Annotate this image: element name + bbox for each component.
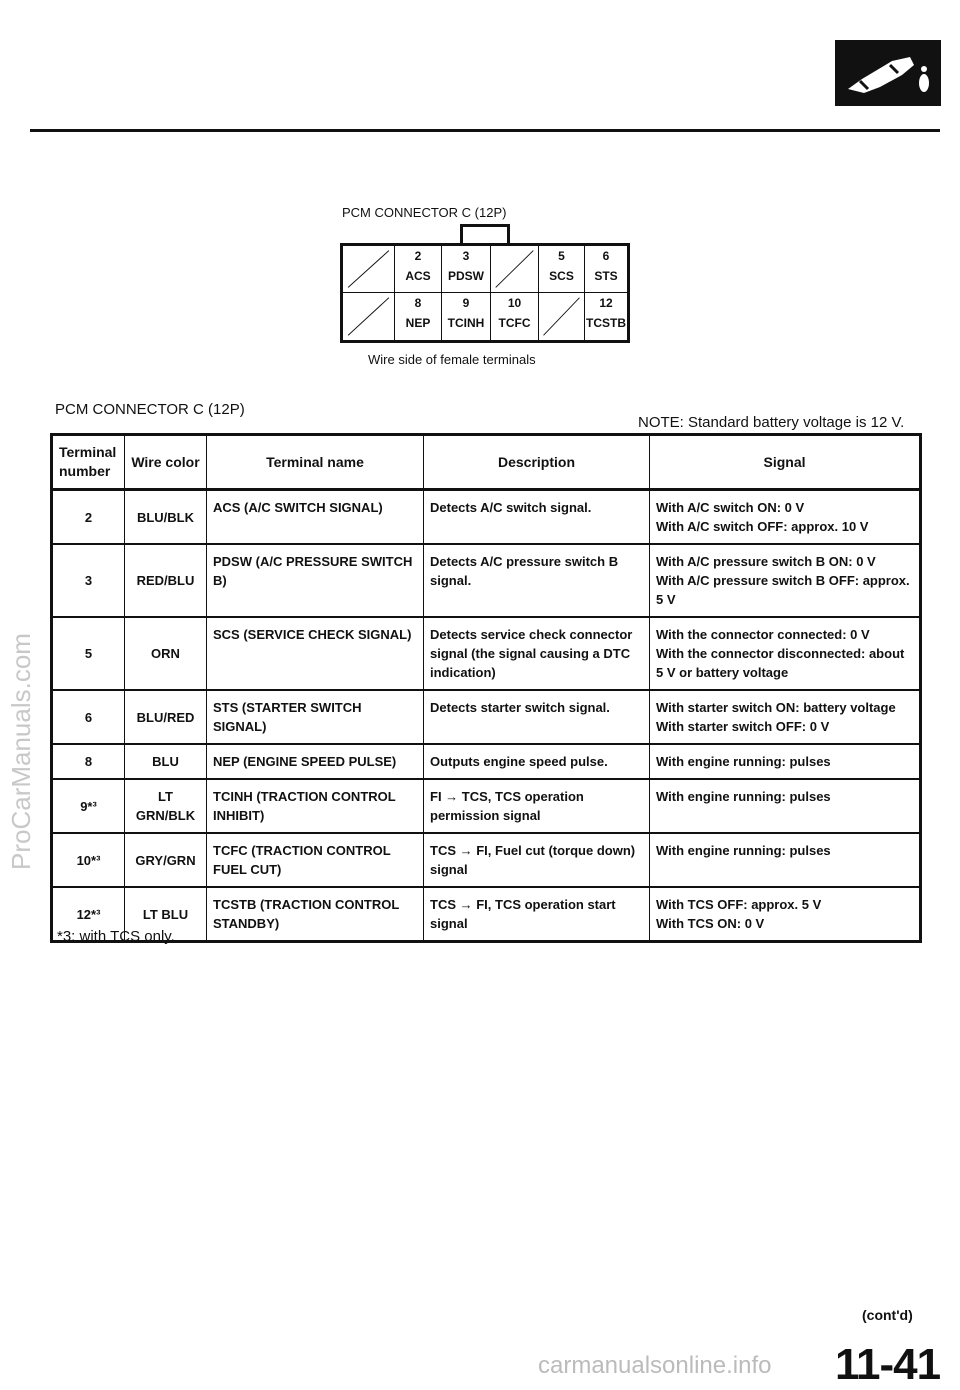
footnote: *3: with TCS only. (57, 928, 175, 945)
cell-signal: With starter switch ON: battery voltage With starter switch OFF: 0 V (650, 690, 921, 744)
continued-label: (cont'd) (862, 1307, 913, 1323)
header-rule (30, 129, 940, 132)
cell-description: Detects A/C pressure switch B signal. (424, 544, 650, 617)
cell-terminal: 6 (52, 690, 125, 744)
connector-pin-signal: PDSW (448, 269, 484, 283)
table-row (52, 490, 921, 545)
connector-cell (395, 293, 442, 340)
connector-pin-signal: ACS (405, 269, 431, 283)
connector-pin-number: 3 (462, 249, 470, 263)
cell-wire: LT GRN/BLK (125, 779, 207, 833)
section-logo (835, 40, 941, 106)
side-watermark: ProCarManuals.com (6, 633, 36, 870)
connector-cell-empty (539, 293, 585, 340)
connector-pin-signal: NEP (405, 316, 431, 330)
connector-pin-signal: TCINH (447, 316, 485, 330)
connector-pin-number: 6 (602, 249, 610, 263)
voltage-note: NOTE: Standard battery voltage is 12 V. (638, 414, 905, 431)
connector-title: PCM CONNECTOR C (12P) (342, 205, 507, 220)
connector-cell (585, 293, 627, 340)
cell-wire: ORN (125, 617, 207, 690)
cell-name: ACS (A/C SWITCH SIGNAL) (207, 490, 424, 545)
cell-wire: LT BLU (125, 887, 207, 942)
connector-diagram (340, 243, 630, 343)
connector-cell (442, 246, 491, 293)
table-row (52, 544, 921, 617)
connector-cell-empty (491, 246, 539, 293)
connector-cell (491, 293, 539, 340)
header-wire: Wire color (125, 435, 207, 490)
cell-signal: With A/C pressure switch B ON: 0 V With A/C pressure switch B OFF: approx. 5 V (650, 544, 921, 617)
cell-description: TCS → FI, TCS operation start signal (424, 887, 650, 942)
table-row (52, 887, 921, 942)
connector-pin-signal: SCS (549, 269, 574, 283)
cell-signal: With A/C switch ON: 0 V With A/C switch OFF: approx. 10 V (650, 490, 921, 545)
terminal-table (50, 433, 922, 943)
cell-name: TCINH (TRACTION CONTROL INHIBIT) (207, 779, 424, 833)
connector-pin-number: 8 (414, 296, 422, 310)
cell-terminal: 10*³ (52, 833, 125, 887)
cell-wire: BLU/RED (125, 690, 207, 744)
connector-pin-number: 9 (462, 296, 470, 310)
cell-wire: RED/BLU (125, 544, 207, 617)
cell-signal: With TCS OFF: approx. 5 V With TCS ON: 0 V (650, 887, 921, 942)
connector-cell-empty (343, 246, 395, 293)
header-terminal: Terminal number (52, 435, 125, 490)
connector-cell (395, 246, 442, 293)
connector-caption: Wire side of female terminals (368, 352, 536, 367)
cell-name: TCFC (TRACTION CONTROL FUEL CUT) (207, 833, 424, 887)
table-row (52, 690, 921, 744)
cell-wire: BLU/BLK (125, 490, 207, 545)
connector-cell (539, 246, 585, 293)
table-row (52, 833, 921, 887)
cell-name: SCS (SERVICE CHECK SIGNAL) (207, 617, 424, 690)
cell-description: FI → TCS, TCS operation permission signal (424, 779, 650, 833)
header-signal: Signal (650, 435, 921, 490)
connector-pin-number: 2 (414, 249, 422, 263)
cell-terminal: 5 (52, 617, 125, 690)
cell-signal: With engine running: pulses (650, 779, 921, 833)
connector-pin-number: 5 (558, 249, 565, 263)
cell-name: STS (STARTER SWITCH SIGNAL) (207, 690, 424, 744)
cell-terminal: 3 (52, 544, 125, 617)
cell-terminal: 9*³ (52, 779, 125, 833)
cell-terminal: 2 (52, 490, 125, 545)
cell-wire: BLU (125, 744, 207, 779)
cell-description: Detects A/C switch signal. (424, 490, 650, 545)
cell-description: Detects service check connector signal (the signal causing a DTC indication) (424, 617, 650, 690)
fuel-nozzle-icon (840, 45, 936, 101)
connector-cell (585, 246, 627, 293)
cell-signal: With engine running: pulses (650, 744, 921, 779)
connector-pin-number: 10 (507, 296, 522, 310)
table-header-row (52, 435, 921, 490)
connector-cell-empty (343, 293, 395, 340)
cell-name: NEP (ENGINE SPEED PULSE) (207, 744, 424, 779)
cell-wire: GRY/GRN (125, 833, 207, 887)
connector-pin-number: 12 (599, 296, 613, 310)
cell-signal: With engine running: pulses (650, 833, 921, 887)
cell-terminal: 12*³ (52, 887, 125, 942)
table-title: PCM CONNECTOR C (12P) (55, 401, 245, 418)
connector-pin-signal: TCFC (498, 316, 531, 330)
footer-url: carmanualsonline.info (538, 1352, 772, 1379)
page-number: 11-41 (835, 1340, 941, 1389)
cell-name: TCSTB (TRACTION CONTROL STANDBY) (207, 887, 424, 942)
cell-description: Outputs engine speed pulse. (424, 744, 650, 779)
cell-description: Detects starter switch signal. (424, 690, 650, 744)
connector-pin-signal: STS (594, 269, 618, 283)
table-row (52, 617, 921, 690)
cell-description: TCS → FI, Fuel cut (torque down) signal (424, 833, 650, 887)
cell-signal: With the connector connected: 0 V With the connector disconnected: about 5 V or battery voltage (650, 617, 921, 690)
header-description: Description (424, 435, 650, 490)
connector-cell (442, 293, 491, 340)
cell-name: PDSW (A/C PRESSURE SWITCH B) (207, 544, 424, 617)
connector-pin-signal: TCSTB (586, 316, 626, 330)
header-name: Terminal name (207, 435, 424, 490)
cell-terminal: 8 (52, 744, 125, 779)
table-row (52, 779, 921, 833)
table-row (52, 744, 921, 779)
